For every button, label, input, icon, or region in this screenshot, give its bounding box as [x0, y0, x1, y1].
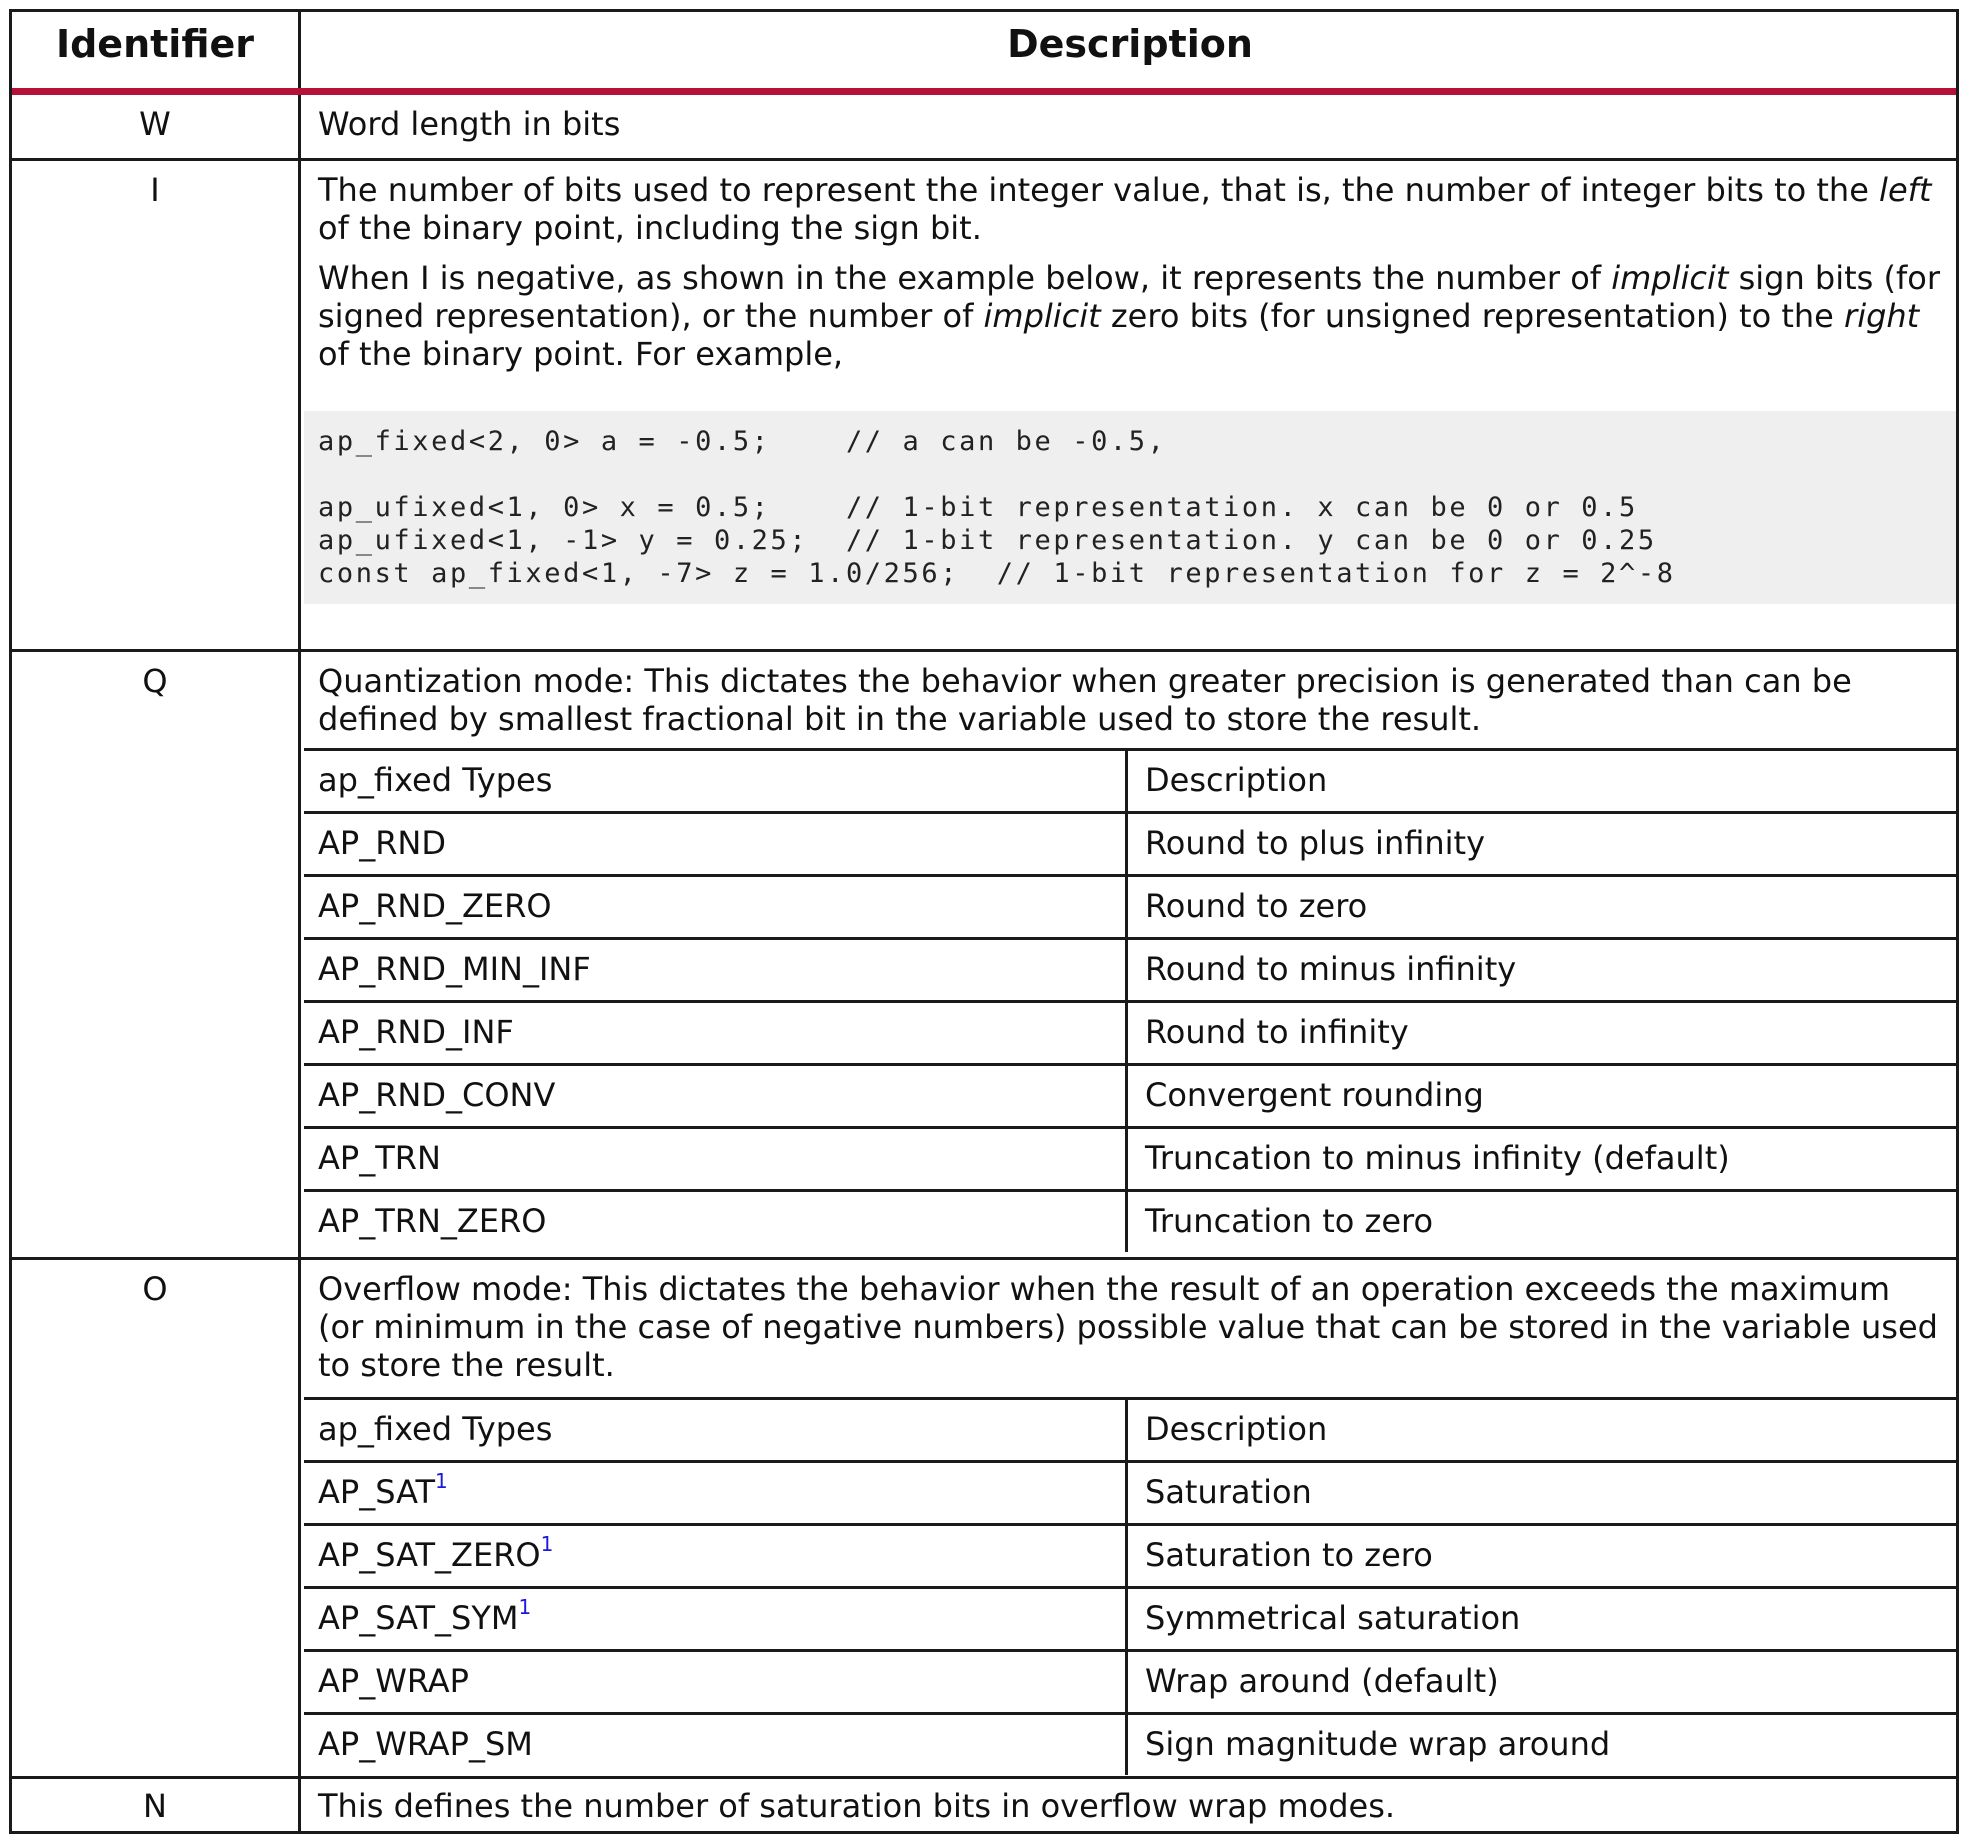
- row-description: The number of bits used to represent the integer value, that is, the number of integer bits to the left of the binary point, including the sign bit. When I is negative, as shown in the example below, it represents the number of implicit sign bits (for signed representation), or the number of implicit zero bits (for unsigned representation) to the right of the binary point. For example,: [318, 171, 1940, 373]
- table-row: [12, 1779, 1956, 1831]
- row-description: Overflow mode: This dictates the behavior when the result of an operation exceeds the maximum (or minimum in the case of negative numbers) possible value that can be stored in the variable used to store the result.: [318, 1270, 1938, 1384]
- table-row: [12, 1260, 1956, 1776]
- subtable-row: AP_RND_MIN_INF Round to minus infinity: [304, 937, 1956, 1000]
- code-example: ap_fixed<2, 0> a = -0.5; // a can be -0.5, ap_ufixed<1, 0> x = 0.5; // 1-bit representation. x can be 0 or 0.5 ap_ufixed<1, -1> y = 0.25; // 1-bit representation. y can be 0 or 0.25 const ap_fixed<1, -7> z = 1.0/256; // 1-bit representation for z = 2^-8: [304, 411, 1956, 604]
- subtable-row: AP_RND Round to plus infinity: [304, 811, 1956, 874]
- row-identifier: W: [12, 95, 301, 158]
- table-row: [12, 652, 1956, 1260]
- footnote-marker[interactable]: 1: [540, 1532, 554, 1556]
- footnote-marker[interactable]: 1: [435, 1469, 448, 1493]
- table-row: [12, 95, 1956, 158]
- row-description: This defines the number of saturation bits in overflow wrap modes.: [318, 1787, 1396, 1825]
- row-identifier: N: [12, 1779, 301, 1831]
- subtable-row: AP_TRN Truncation to minus infinity (default): [304, 1126, 1956, 1189]
- parameter-table: [9, 9, 1959, 1834]
- subtable-row: AP_RND_INF Round to infinity: [304, 1000, 1956, 1063]
- header-identifier: Identifier: [12, 12, 301, 91]
- subtable-row: AP_WRAP_SM Sign magnitude wrap around: [304, 1712, 1956, 1775]
- row-identifier: I: [12, 161, 301, 650]
- header-description: Description: [1007, 22, 1253, 66]
- subtable-row: AP_RND_ZERO Round to zero: [304, 874, 1956, 937]
- row-description: Word length in bits: [318, 105, 621, 143]
- table-header: [12, 12, 1956, 91]
- subtable-row: AP_TRN_ZERO Truncation to zero: [304, 1189, 1956, 1252]
- subtable-row: AP_SAT_SYM$^1$ Symmetrical saturation: [304, 1586, 1956, 1649]
- header-rule: [12, 88, 1956, 95]
- row-identifier: Q: [12, 652, 301, 1260]
- subtable-row: AP_SAT$^1$ Saturation: [304, 1460, 1956, 1523]
- subtable-header-row: ap_fixed Types Description: [304, 1397, 1956, 1460]
- row-identifier: O: [12, 1260, 301, 1776]
- subtable-row: AP_WRAP Wrap around (default): [304, 1649, 1956, 1712]
- subtable-row: AP_RND_CONV Convergent rounding: [304, 1063, 1956, 1126]
- table-row: [12, 161, 1956, 650]
- subtable-header-row: ap_fixed Types Description: [304, 748, 1956, 811]
- subtable-row: AP_SAT_ZERO$^1$ Saturation to zero: [304, 1523, 1956, 1586]
- footnote-marker[interactable]: 1: [518, 1595, 532, 1619]
- row-description: Quantization mode: This dictates the behavior when greater precision is generated than can be defined by smallest fractional bit in the variable used to store the result.: [318, 662, 1852, 738]
